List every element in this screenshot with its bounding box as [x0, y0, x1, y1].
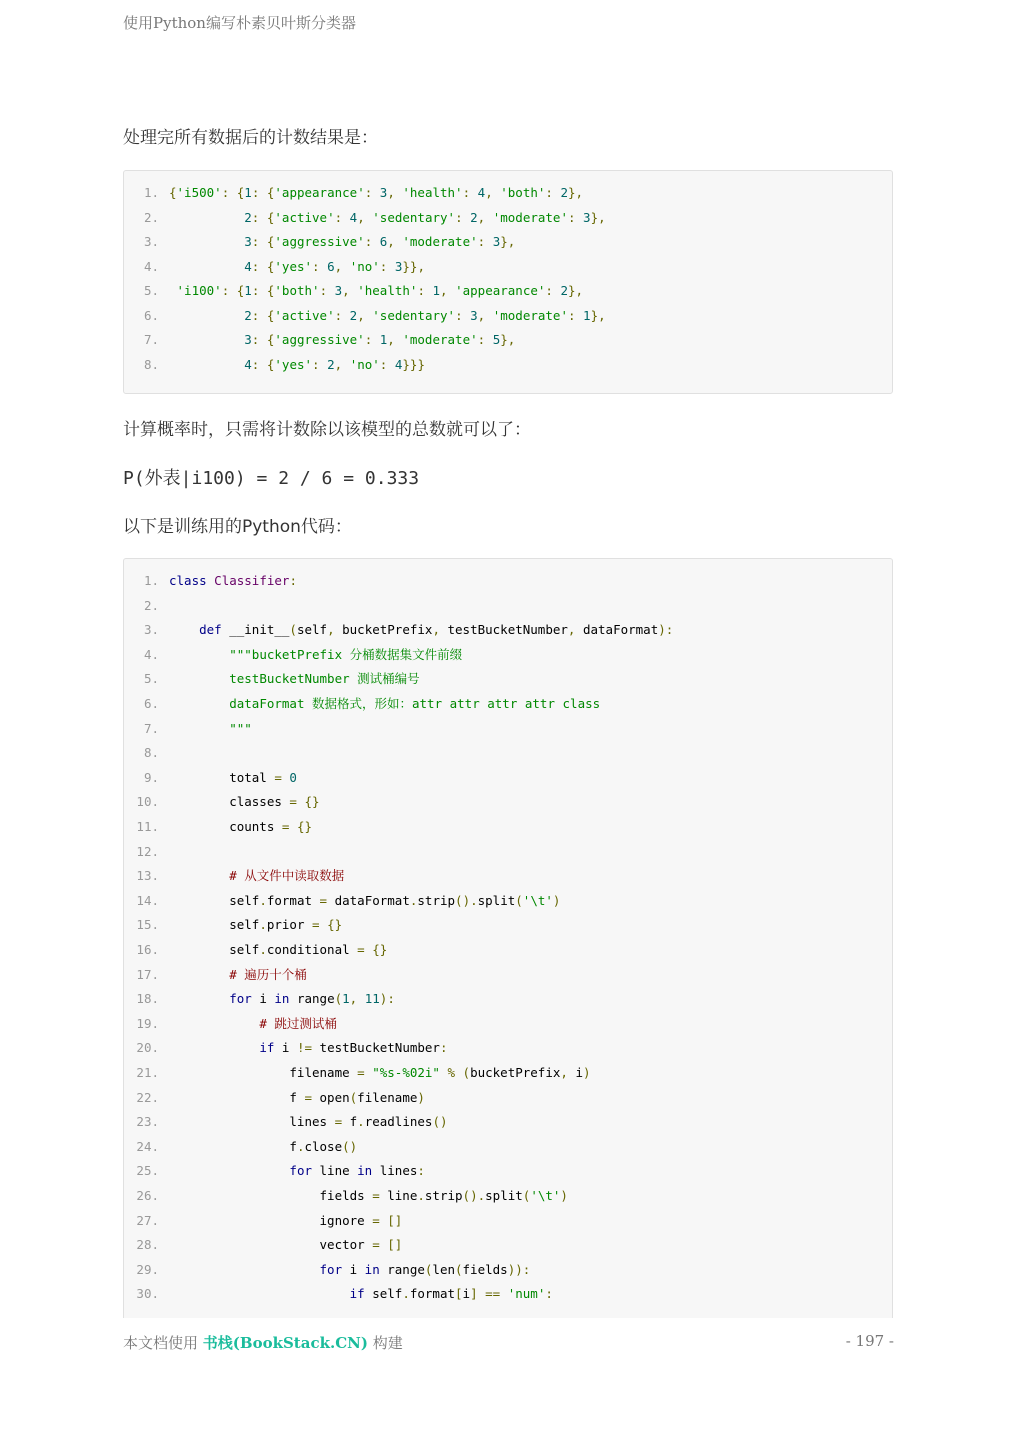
- line-number: 19.: [136, 1015, 159, 1031]
- code-line: [124, 595, 892, 617]
- code-line: [124, 718, 892, 740]
- line-code: 4: {'yes': 2, 'no': 4}}}: [244, 356, 425, 372]
- code-line: [124, 280, 892, 302]
- line-number: 25.: [136, 1163, 159, 1179]
- line-number: 13.: [136, 868, 159, 884]
- line-code: 3: {'aggressive': 1, 'moderate': 5},: [244, 332, 516, 347]
- code-line: [124, 890, 892, 912]
- line-number: 5.: [143, 671, 159, 687]
- line-code: 'i100': {1: {'both': 3, 'health': 1, 'appearance': 2},: [176, 283, 584, 298]
- code-line: [124, 816, 892, 838]
- line-code: for line in lines:: [289, 1163, 425, 1179]
- line-code: for i in range(1, 11):: [229, 991, 395, 1007]
- code-line: [124, 1087, 892, 1109]
- line-number: 14.: [136, 892, 159, 908]
- line-number: 30.: [136, 1286, 159, 1302]
- paragraph-count-result: 处理完所有数据后的计数结果是：: [123, 128, 378, 148]
- line-number: 3.: [143, 622, 159, 638]
- line-number: 2.: [143, 209, 159, 225]
- line-number: 5.: [143, 283, 159, 298]
- code-line: [124, 742, 892, 764]
- line-number: 2.: [143, 597, 159, 613]
- line-code: classes = {}: [169, 794, 320, 810]
- line-code: filename = "%s-%02i" % (bucketPrefix, i): [169, 1065, 591, 1080]
- code-line: [124, 644, 892, 666]
- line-number: 12.: [136, 843, 159, 859]
- code-line: [124, 329, 892, 351]
- line-number: 1.: [143, 573, 159, 588]
- line-number: 29.: [136, 1261, 159, 1277]
- code-line: [124, 668, 892, 690]
- line-code: 2: {'active': 2, 'sedentary': 3, 'moderate': 1},: [244, 307, 606, 323]
- line-code: 2: {'active': 4, 'sedentary': 2, 'moderate': 3},: [244, 209, 606, 225]
- line-code: {'i500': {1: {'appearance': 3, 'health': 4, 'both': 2},: [169, 185, 584, 200]
- line-code: # 从文件中读取数据: [229, 868, 345, 884]
- code-line: [124, 182, 892, 204]
- line-code: total = 0: [169, 769, 297, 785]
- line-number: 7.: [143, 332, 159, 347]
- code-line: [124, 1013, 892, 1035]
- line-number: 16.: [136, 942, 159, 957]
- code-line: [124, 231, 892, 253]
- code-line: [124, 619, 892, 641]
- line-number: 6.: [143, 307, 159, 323]
- code-line: [124, 791, 892, 813]
- line-number: 10.: [136, 794, 159, 810]
- code-line: [124, 1111, 892, 1133]
- line-number: 1.: [143, 185, 159, 200]
- code-line: [124, 1210, 892, 1232]
- code-line: [124, 964, 892, 986]
- line-code: fields = line.strip().split('\t'): [169, 1188, 568, 1203]
- footer-suffix: 构建: [372, 1334, 403, 1352]
- code-line: [124, 693, 892, 715]
- footer-brand-link[interactable]: 书栈(BookStack.CN): [202, 1334, 368, 1352]
- code-line: [124, 1037, 892, 1059]
- line-number: 21.: [136, 1065, 159, 1080]
- line-code: self.conditional = {}: [169, 942, 388, 957]
- line-number: 27.: [136, 1212, 159, 1228]
- line-number: 22.: [136, 1089, 159, 1105]
- line-number: 17.: [136, 966, 159, 982]
- line-code: dataFormat 数据格式，形如：attr attr attr attr class: [229, 696, 601, 711]
- line-number: 26.: [136, 1188, 159, 1203]
- line-code: if i != testBucketNumber:: [259, 1040, 448, 1056]
- line-number: 9.: [143, 769, 159, 785]
- page-number: - 197 -: [845, 1332, 894, 1350]
- code-line: [124, 988, 892, 1010]
- line-code: ignore = []: [169, 1212, 403, 1228]
- code-block-counts: [123, 170, 893, 394]
- code-line: [124, 1062, 892, 1084]
- code-line: [124, 865, 892, 887]
- line-number: 4.: [143, 258, 159, 274]
- line-code: 3: {'aggressive': 6, 'moderate': 3},: [244, 234, 516, 249]
- code-line: [124, 841, 892, 863]
- code-line: [124, 1136, 892, 1158]
- line-number: 28.: [136, 1237, 159, 1253]
- line-number: 15.: [136, 917, 159, 933]
- code-block-classifier: [123, 558, 893, 1358]
- line-code: """: [229, 720, 252, 736]
- code-line: [124, 1259, 892, 1281]
- line-number: 7.: [143, 720, 159, 736]
- line-code: if self.format[i] == 'num':: [349, 1286, 553, 1302]
- line-code: self.prior = {}: [169, 917, 343, 933]
- line-code: testBucketNumber 测试桶编号: [229, 671, 420, 687]
- footer-credit: [123, 1332, 403, 1353]
- code-line: [124, 354, 892, 376]
- page-header-title: 使用Python编写朴素贝叶斯分类器: [123, 14, 356, 32]
- paragraph-training-code: 以下是训练用的Python代码：: [123, 517, 352, 537]
- code-line: [124, 305, 892, 327]
- code-line: [124, 1185, 892, 1207]
- code-line: [124, 570, 892, 592]
- line-number: 20.: [136, 1040, 159, 1056]
- code-line: [124, 914, 892, 936]
- line-code: 4: {'yes': 6, 'no': 3}},: [244, 258, 425, 274]
- line-number: 18.: [136, 991, 159, 1007]
- code-line: [124, 1160, 892, 1182]
- line-number: 11.: [136, 819, 159, 834]
- line-number: 24.: [136, 1138, 159, 1154]
- line-code: f = open(filename): [169, 1089, 425, 1105]
- line-number: 6.: [143, 696, 159, 711]
- code-line: [124, 256, 892, 278]
- line-code: # 跳过测试桶: [259, 1015, 337, 1031]
- footer-prefix: 本文档使用: [123, 1334, 199, 1352]
- line-code: """bucketPrefix 分桶数据集文件前缀: [229, 646, 463, 662]
- code-line: [124, 1234, 892, 1256]
- line-code: counts = {}: [169, 819, 313, 834]
- line-code: self.format = dataFormat.strip().split('\t'): [169, 892, 561, 908]
- line-code: # 遍历十个桶: [229, 966, 307, 982]
- line-number: 23.: [136, 1114, 159, 1130]
- line-code: f.close(): [169, 1138, 358, 1154]
- code-line: [124, 939, 892, 961]
- code-line: [124, 1283, 892, 1305]
- line-number: 8.: [143, 356, 159, 372]
- line-number: 4.: [143, 646, 159, 662]
- line-number: 8.: [143, 745, 159, 761]
- line-number: 3.: [143, 234, 159, 249]
- paragraph-probability: 计算概率时，只需将计数除以该模型的总数就可以了：: [123, 420, 531, 440]
- probability-formula: P(外表|i100) = 2 / 6 = 0.333: [123, 468, 420, 489]
- line-code: vector = []: [169, 1237, 403, 1253]
- line-code: lines = f.readlines(): [169, 1114, 448, 1130]
- code-line: [124, 767, 892, 789]
- line-code: def __init__(self, bucketPrefix, testBucketNumber, dataFormat):: [199, 622, 674, 638]
- code-line: [124, 207, 892, 229]
- line-code: class Classifier:: [169, 573, 297, 588]
- line-code: for i in range(len(fields)):: [319, 1261, 531, 1277]
